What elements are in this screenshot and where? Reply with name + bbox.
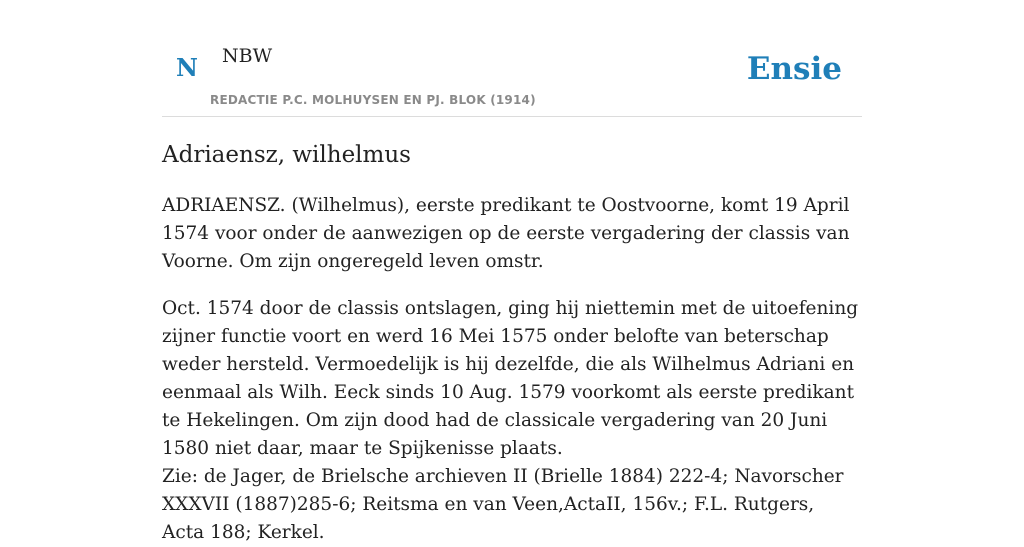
article-paragraph: Oct. 1574 door de classis ontslagen, ging hij niettemin met de uitoefening zijner functie voort en werd 16 Mei 1575 onder belofte van beterschap weder hersteld. Vermoedelijk is hij dezelfde, die als Wilhelmus Adriani en eenmaal als Wilh. Eeck sinds 10 Aug. 1579 voorkomt als eerste predikant te Hekelingen. Om zijn dood had de classicale vergadering van 20 Juni 1580 niet daar, maar te Spijkenisse plaats. (162, 298, 859, 459)
page-title: Adriaensz, wilhelmus (162, 142, 411, 168)
article-paragraph: ADRIAENSZ. (Wilhelmus), eerste predikant te Oostvoorne, komt 19 April 1574 voor onder de aanwezigen op de eerste vergadering der classis van Voorne. Om zijn ongeregeld leven omstr. (162, 195, 850, 272)
source-name[interactable]: NBW (222, 45, 273, 67)
source-editors: REDACTIE P.C. MOLHUYSEN EN PJ. BLOK (1914) (210, 93, 536, 107)
brand-logo[interactable]: Ensie (746, 51, 842, 87)
header (162, 0, 862, 117)
source-logo[interactable]: N (176, 53, 198, 82)
references-paragraph: Zie: de Jager, de Brielsche archieven II (Brielle 1884) 222-4; Navorscher XXXVII (1887)285-6; Reitsma en van Veen,ActaII, 156v.; F.L. Rutgers, Acta 188; Kerkel. (162, 466, 844, 543)
